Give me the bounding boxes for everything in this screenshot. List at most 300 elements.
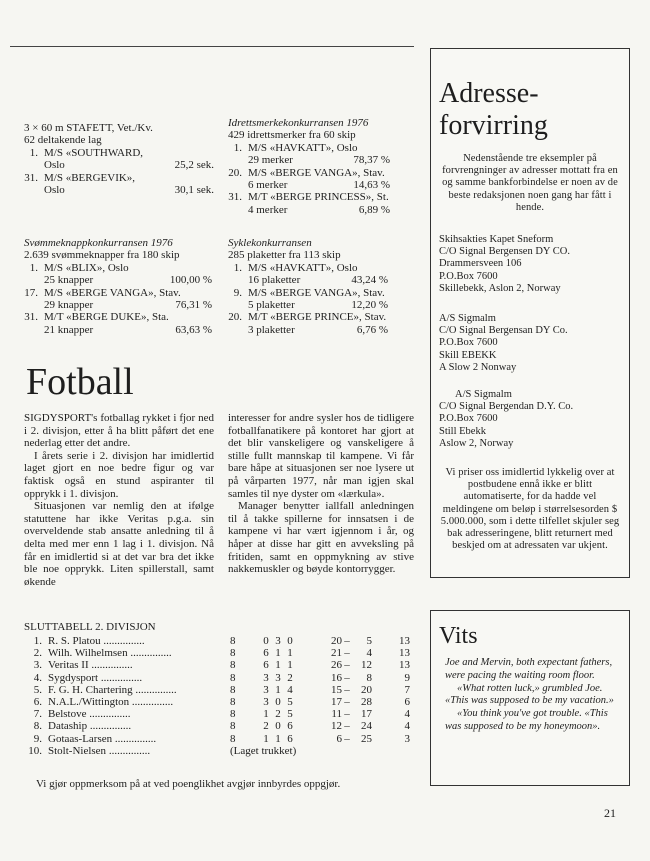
cell-text: 0	[275, 720, 281, 733]
table-cell-gf	[296, 696, 342, 708]
paragraph: Manager benytter iallfall anledningen til å takke spillerne for innsatsen i de kampene vi har vært igjennom i år, og håper at disse har gitt en avveksling på fritiden, samt en oppmykning av stive nakkemuskler og bøyde kontorrygger.	[228, 500, 414, 576]
result-value: 76,31 %	[175, 299, 212, 312]
result-name: M/S «HAVKATT», Oslo	[248, 261, 358, 274]
table-cell-p	[230, 647, 260, 659]
score-dash: –	[344, 683, 350, 696]
table-cell-d	[272, 708, 284, 720]
table-cell-ga	[352, 647, 372, 659]
result-entry	[24, 147, 214, 159]
table-row	[24, 745, 410, 757]
result-detail-row	[228, 324, 388, 336]
result-name: M/S «BLIX», Oslo	[44, 261, 129, 274]
table-cell-w	[260, 672, 272, 684]
leader-dots: ...............	[132, 683, 177, 696]
cell-text: 5	[287, 708, 293, 721]
score-dash: –	[344, 671, 350, 684]
cell-text: 12	[361, 659, 372, 672]
table-cell-p	[230, 733, 260, 745]
result-value: 100,00 %	[169, 274, 212, 287]
result-value: 30,1 sek.	[174, 184, 214, 197]
result-name: M/S «HAVKATT», Oslo	[248, 141, 358, 154]
svom-sub: 2.639 svømmeknapper fra 180 skip	[24, 249, 180, 262]
leader-dots: ...............	[98, 671, 143, 684]
table-cell-team	[48, 733, 230, 745]
cell-text: 6	[263, 659, 269, 672]
score-dash: –	[344, 696, 350, 709]
table-row	[24, 733, 410, 745]
address-line: A/S Sigmalm	[455, 389, 512, 400]
cell-text: 6	[336, 732, 342, 745]
address-line: Aslow 2, Norway	[439, 437, 514, 449]
cell-text: 15	[331, 683, 342, 696]
table-row	[24, 708, 410, 720]
result-name: M/S «BERGEVIK»,	[44, 171, 136, 184]
result-detail-row	[24, 159, 214, 171]
table-cell-d	[272, 672, 284, 684]
result-detail: 29 merker	[248, 154, 293, 167]
leader-dots: ...............	[87, 720, 132, 733]
result-entry	[228, 262, 388, 274]
table-cell-l	[284, 659, 296, 671]
address-line: Still Ebekk	[439, 425, 486, 437]
cell-text: 6	[404, 696, 410, 709]
table-cell-ga	[352, 708, 372, 720]
league-table	[24, 635, 410, 757]
result-detail: 6 merker	[248, 179, 288, 192]
table-cell-w	[260, 635, 272, 647]
address-line: P.O.Box 7600	[439, 413, 498, 425]
table-cell-w	[260, 684, 272, 696]
table-cell-l	[284, 684, 296, 696]
fotball-title: Fotball	[26, 361, 134, 403]
result-detail: 25 knapper	[44, 274, 94, 287]
address-line: A/S Sigmalm	[439, 313, 496, 324]
table-cell-l	[284, 672, 296, 684]
result-rank: 20.	[228, 166, 242, 179]
address-line: A Slow 2 Nonway	[439, 361, 517, 373]
table-cell-l	[284, 708, 296, 720]
cell-text: 8.	[33, 720, 42, 733]
league-footnote: Vi gjør oppmerksom på at ved poenglikhet avgjør innbyrdes oppgjør.	[36, 778, 341, 790]
paragraph: Joe and Mervin, both expectant fathers, were pacing the waiting room floor.	[445, 657, 613, 681]
table-cell-pts	[372, 647, 410, 659]
result-detail: 3 plaketter	[248, 323, 295, 336]
cell-text: 5	[366, 635, 372, 647]
result-detail-row	[24, 274, 212, 286]
cell-text: 9.	[33, 732, 42, 745]
result-entry	[228, 142, 390, 154]
paragraph: «What rotten luck,» grumbled Joe. «This was supposed to be my vacation.»	[445, 682, 614, 707]
table-cell-pts	[372, 720, 410, 732]
cell-text: 2	[275, 708, 281, 721]
address-line: C/O Signal Bergendan D.Y. Co.	[439, 401, 574, 413]
address-line: Skihsakties Kapet Sneform	[439, 234, 554, 245]
leader-dots: ...............	[129, 696, 174, 709]
cell-text: 4	[287, 683, 293, 696]
cell-text: 0	[287, 635, 293, 647]
cell-text: 26	[331, 659, 342, 672]
score-dash: –	[344, 659, 350, 672]
table-row	[24, 672, 410, 684]
table-cell-pts	[372, 659, 410, 671]
top-rule	[10, 46, 414, 47]
paragraph: «You think you've got trouble. «This was supposed to be my honeymoon».	[445, 708, 608, 732]
result-detail: 29 knapper	[44, 299, 94, 312]
table-cell-l	[284, 733, 296, 745]
table-cell-d	[272, 720, 284, 732]
result-rank: 17.	[24, 286, 38, 299]
cell-text: 8	[230, 708, 236, 721]
address-block-1	[439, 234, 570, 295]
table-cell-team	[48, 635, 230, 647]
cell-text: Belstove	[48, 708, 87, 721]
table-cell-ga	[352, 733, 372, 745]
result-rank: 31.	[24, 171, 38, 184]
table-row	[24, 720, 410, 732]
cell-text: 8	[230, 696, 236, 709]
paragraph: SIGDYSPORT's fotballag rykket i fjor ned i 2. divisjon, etter å ha blitt påført det ene nederlag etter det andre.	[24, 412, 214, 450]
table-cell-pts	[372, 672, 410, 684]
result-rank: 1.	[29, 146, 38, 159]
table-cell-p	[230, 720, 260, 732]
table-cell-team	[48, 696, 230, 708]
cell-text: 8	[230, 683, 236, 696]
table-cell-ga	[352, 672, 372, 684]
cell-text: 3	[263, 683, 269, 696]
table-cell-w	[260, 659, 272, 671]
result-detail: 5 plaketter	[248, 299, 295, 312]
table-cell-pos	[24, 696, 48, 708]
leader-dots: ...............	[100, 635, 145, 647]
table-cell-p	[230, 684, 260, 696]
table-cell-w	[260, 696, 272, 708]
table-cell-d	[272, 647, 284, 659]
table-row	[24, 635, 410, 647]
result-entry	[228, 167, 390, 179]
address-line: Skill EBEKK	[439, 349, 497, 361]
stafett-sub: 62 deltakende lag	[24, 134, 102, 147]
result-value: 78,37 %	[353, 154, 390, 167]
score-dash: –	[344, 732, 350, 745]
table-cell-l	[284, 647, 296, 659]
table-cell-team	[48, 745, 230, 757]
leader-dots: ...............	[88, 659, 133, 672]
svom-section	[24, 237, 212, 336]
table-cell-pos	[24, 720, 48, 732]
address-line: C/O Signal Bergensan DY Co.	[439, 325, 568, 337]
cell-text: 4	[366, 647, 372, 660]
table-cell-gf	[296, 647, 342, 659]
table-row	[24, 696, 410, 708]
paragraph: Situasjonen var nemlig den at ifølge statuttene har ikke Veritas p.g.a. sin overveldende stab ansatte anledning til å delta med mer enn 1 lag i 1. divisjon. Nå får en imidlertid si at det var bra det ikke ble noe opprykk. Liten spillerstall, samt økende	[24, 500, 214, 588]
cell-text: 0	[263, 635, 269, 647]
adresse-box	[430, 48, 630, 578]
svom-title: Svømmeknappkonkurransen 1976	[24, 237, 173, 249]
score-dash: –	[344, 720, 350, 733]
stafett-section	[24, 122, 214, 196]
cell-text: 1.	[33, 635, 42, 647]
table-cell-d	[272, 733, 284, 745]
result-name: M/T «BERGE DUKE», Sta.	[44, 311, 169, 324]
table-cell-ga	[352, 659, 372, 671]
adresse-intro: Nedenstående tre eksempler på forvrengninger av adresser mottatt fra en og samme bankforbindelse er noen av de beste redaksjonen noen gang har fått i hende.	[442, 153, 618, 213]
result-rank: 31.	[24, 311, 38, 324]
result-detail-row	[228, 154, 390, 166]
cell-text: 6	[287, 732, 293, 745]
result-entry	[228, 287, 388, 299]
address-block-3	[439, 389, 573, 450]
table-cell-p	[230, 696, 260, 708]
table-cell-pos	[24, 659, 48, 671]
result-value: 25,2 sek.	[174, 159, 214, 172]
table-cell-team	[48, 720, 230, 732]
cell-text: R. S. Platou	[48, 635, 101, 647]
cell-text: 8	[230, 659, 236, 672]
adresse-title-line2: forvirring	[439, 110, 548, 141]
table-cell-d	[272, 696, 284, 708]
cell-text: 28	[361, 696, 372, 709]
cell-text: Veritas II	[48, 659, 89, 672]
result-value: 6,76 %	[356, 323, 388, 336]
result-entry	[228, 191, 390, 203]
leader-dots: ...............	[112, 732, 157, 745]
table-cell-d	[272, 659, 284, 671]
result-name: M/T «BERGE PRINCESS», St.	[248, 191, 389, 204]
table-cell-pos	[24, 672, 48, 684]
table-cell-pts	[372, 708, 410, 720]
result-name: M/T «BERGE PRINCE», Stav.	[248, 311, 387, 324]
cell-text: 6	[263, 647, 269, 660]
cell-text: 8	[230, 635, 236, 647]
table-cell-p	[230, 672, 260, 684]
table-cell-pts	[372, 684, 410, 696]
cell-text: 5.	[33, 683, 42, 696]
result-place: Oslo	[44, 159, 65, 172]
table-cell-l	[284, 720, 296, 732]
result-entry	[24, 172, 214, 184]
table-cell-team	[48, 684, 230, 696]
table-cell-ga	[352, 684, 372, 696]
address-line: Skillebekk, Aslon 2, Norway	[439, 282, 561, 294]
cell-text: 7.	[33, 708, 42, 721]
cell-text: 0	[275, 696, 281, 709]
sykkel-sub: 285 plaketter fra 113 skip	[228, 249, 341, 262]
cell-text: Stolt-Nielsen	[48, 744, 107, 757]
cell-text: 24	[361, 720, 372, 733]
cell-text: 25	[361, 732, 372, 745]
sykkel-title: Syklekonkurransen	[228, 237, 312, 249]
result-name: M/S «BERGE VANGA», Stav.	[44, 286, 181, 299]
cell-text: 8	[230, 671, 236, 684]
stafett-title: 3 × 60 m STAFETT, Vet./Kv.	[24, 122, 153, 134]
result-detail-row	[228, 179, 390, 191]
score-dash: –	[344, 708, 350, 721]
league-title: SLUTTABELL 2. DIVISJON	[24, 621, 156, 633]
cell-text: 8	[366, 671, 372, 684]
cell-text: 21	[331, 647, 342, 660]
result-rank: 31.	[228, 191, 242, 204]
table-cell-ga	[352, 696, 372, 708]
fotball-column-2	[228, 412, 414, 576]
table-row	[24, 684, 410, 696]
table-cell-pos	[24, 708, 48, 720]
result-entry	[24, 287, 212, 299]
table-cell-d	[272, 635, 284, 647]
cell-text: 3.	[33, 659, 42, 672]
cell-text: 9	[404, 671, 410, 684]
vits-text	[445, 657, 621, 734]
table-cell-p	[230, 659, 260, 671]
table-cell-d	[272, 684, 284, 696]
cell-text: 17	[361, 708, 372, 721]
table-cell-gf	[296, 708, 342, 720]
table-cell-pts	[372, 733, 410, 745]
idrett-section	[228, 117, 390, 216]
result-name: M/S «BERGE VANGA», Stav.	[248, 166, 385, 179]
cell-text: 8	[230, 647, 236, 660]
paragraph: interesser for andre sysler hos de tidligere fotballfanatikere på kontoret har gjort at det blir vanskeligere og vanskeligere å stille fullt mannskap til kampene. Vi får bare håpe at situasjonen ser noe lysere ut på vårparten 1977, når man igjen skal samles til nye dyster om «lærkula».	[228, 412, 414, 500]
table-cell-gf	[296, 733, 342, 745]
result-entry	[24, 311, 212, 323]
address-line: P.O.Box 7600	[439, 337, 498, 349]
table-cell-team	[48, 647, 230, 659]
table-cell-w	[260, 733, 272, 745]
sykkel-section	[228, 237, 388, 336]
table-cell-pos	[24, 635, 48, 647]
table-cell-pos	[24, 647, 48, 659]
result-rank: 9.	[233, 286, 242, 299]
cell-text: 3	[275, 671, 281, 684]
adresse-title-line1: Adresse-	[439, 78, 539, 109]
table-cell-team	[48, 708, 230, 720]
address-line: C/O Signal Bergensen DY CO.	[439, 246, 570, 258]
address-block-2	[439, 313, 568, 374]
table-cell-p	[230, 635, 260, 647]
cell-text: 3	[275, 635, 281, 647]
cell-text: 8	[230, 732, 236, 745]
idrett-sub: 429 idrettsmerker fra 60 skip	[228, 129, 356, 142]
result-detail: 21 knapper	[44, 323, 94, 336]
table-cell-l	[284, 635, 296, 647]
cell-text: F. G. H. Chartering	[48, 683, 133, 696]
result-rank: 20.	[228, 311, 242, 324]
result-detail: 16 plaketter	[248, 274, 301, 287]
result-detail-row	[24, 299, 212, 311]
cell-text: 20	[361, 683, 372, 696]
league-table-wrap	[24, 635, 410, 757]
cell-text: 8	[230, 720, 236, 733]
cell-text: 2.	[33, 647, 42, 660]
table-row	[24, 647, 410, 659]
result-detail-row	[228, 274, 388, 286]
result-entry	[228, 311, 388, 323]
score-dash: –	[344, 635, 350, 647]
result-value: 12,20 %	[351, 299, 388, 312]
leader-dots: ...............	[127, 647, 172, 660]
cell-text: 5	[287, 696, 293, 709]
page-number: 21	[604, 806, 616, 820]
cell-text: 17	[331, 696, 342, 709]
cell-text: 1	[275, 732, 281, 745]
idrett-title: Idrettsmerkekonkurransen 1976	[228, 117, 369, 129]
table-cell-team	[48, 659, 230, 671]
cell-text: 7	[404, 683, 410, 696]
cell-text: 1	[263, 732, 269, 745]
result-detail-row	[24, 184, 214, 196]
table-cell-w	[260, 708, 272, 720]
table-cell-gf	[296, 720, 342, 732]
cell-text: N.A.L./Wittington	[48, 696, 130, 709]
table-cell-note: (Laget trukket)	[230, 744, 297, 757]
cell-text: 1	[287, 659, 293, 672]
table-cell-ga	[352, 635, 372, 647]
adresse-outro: Vi priser oss imidlertid lykkelig over at postbudene ennå ikke er blitt automatiserte, for da hadde vel meldingene om beløp i størrelsesorden $ 5.000.000, som i dette tilfellet skjuler seg bak adresseringene, blitt returnert med beskjed om at adressaten var ukjent.	[440, 467, 620, 552]
cell-text: 3	[404, 732, 410, 745]
cell-text: 13	[399, 659, 410, 672]
paragraph: I årets serie i 2. divisjon har imidlertid laget gjort en noe bedre figur og var faktisk også en stund aspiranter til opprykk i 1. divisjon.	[24, 449, 214, 500]
result-value: 6,89 %	[358, 203, 390, 216]
cell-text: 2	[287, 671, 293, 684]
table-cell-gf	[296, 672, 342, 684]
cell-text: 11	[331, 708, 342, 721]
result-value: 43,24 %	[351, 274, 388, 287]
table-cell-pts	[372, 635, 410, 647]
result-detail-row	[24, 324, 212, 336]
table-cell-pos	[24, 733, 48, 745]
result-entry	[24, 262, 212, 274]
table-cell-w	[260, 647, 272, 659]
table-cell-gf	[296, 635, 342, 647]
cell-text: 4.	[33, 671, 42, 684]
cell-text: 3	[263, 671, 269, 684]
table-cell-pts	[372, 696, 410, 708]
result-name: M/S «SOUTHWARD,	[44, 146, 144, 159]
vits-box	[430, 610, 630, 786]
result-rank: 1.	[233, 141, 242, 154]
cell-text: 2	[263, 720, 269, 733]
score-dash: –	[344, 647, 350, 660]
table-cell-p	[230, 708, 260, 720]
fotball-column-1	[24, 412, 214, 588]
cell-text: 13	[399, 635, 410, 647]
table-row	[24, 659, 410, 671]
cell-text: 6	[287, 720, 293, 733]
table-cell-w	[260, 720, 272, 732]
vits-title: Vits	[439, 623, 478, 649]
table-cell-pos	[24, 684, 48, 696]
leader-dots: ...............	[106, 744, 151, 757]
cell-text: 1	[275, 647, 281, 660]
cell-text: 4	[404, 708, 410, 721]
leader-dots: ...............	[86, 708, 131, 721]
result-detail-row	[228, 204, 390, 216]
result-rank: 1.	[233, 261, 242, 274]
result-place: Oslo	[44, 184, 65, 197]
table-cell-team	[48, 672, 230, 684]
cell-text: Sygdysport	[48, 671, 99, 684]
table-cell-pos: 10.	[28, 744, 42, 757]
cell-text: 1	[275, 659, 281, 672]
table-cell-gf	[296, 684, 342, 696]
cell-text: 4	[404, 720, 410, 733]
table-cell-l	[284, 696, 296, 708]
cell-text: Wilh. Wilhelmsen	[48, 647, 128, 660]
cell-text: Gotaas-Larsen	[48, 732, 113, 745]
result-detail: 4 merker	[248, 203, 288, 216]
cell-text: 3	[263, 696, 269, 709]
result-value: 63,63 %	[175, 323, 212, 336]
cell-text: 1	[263, 708, 269, 721]
